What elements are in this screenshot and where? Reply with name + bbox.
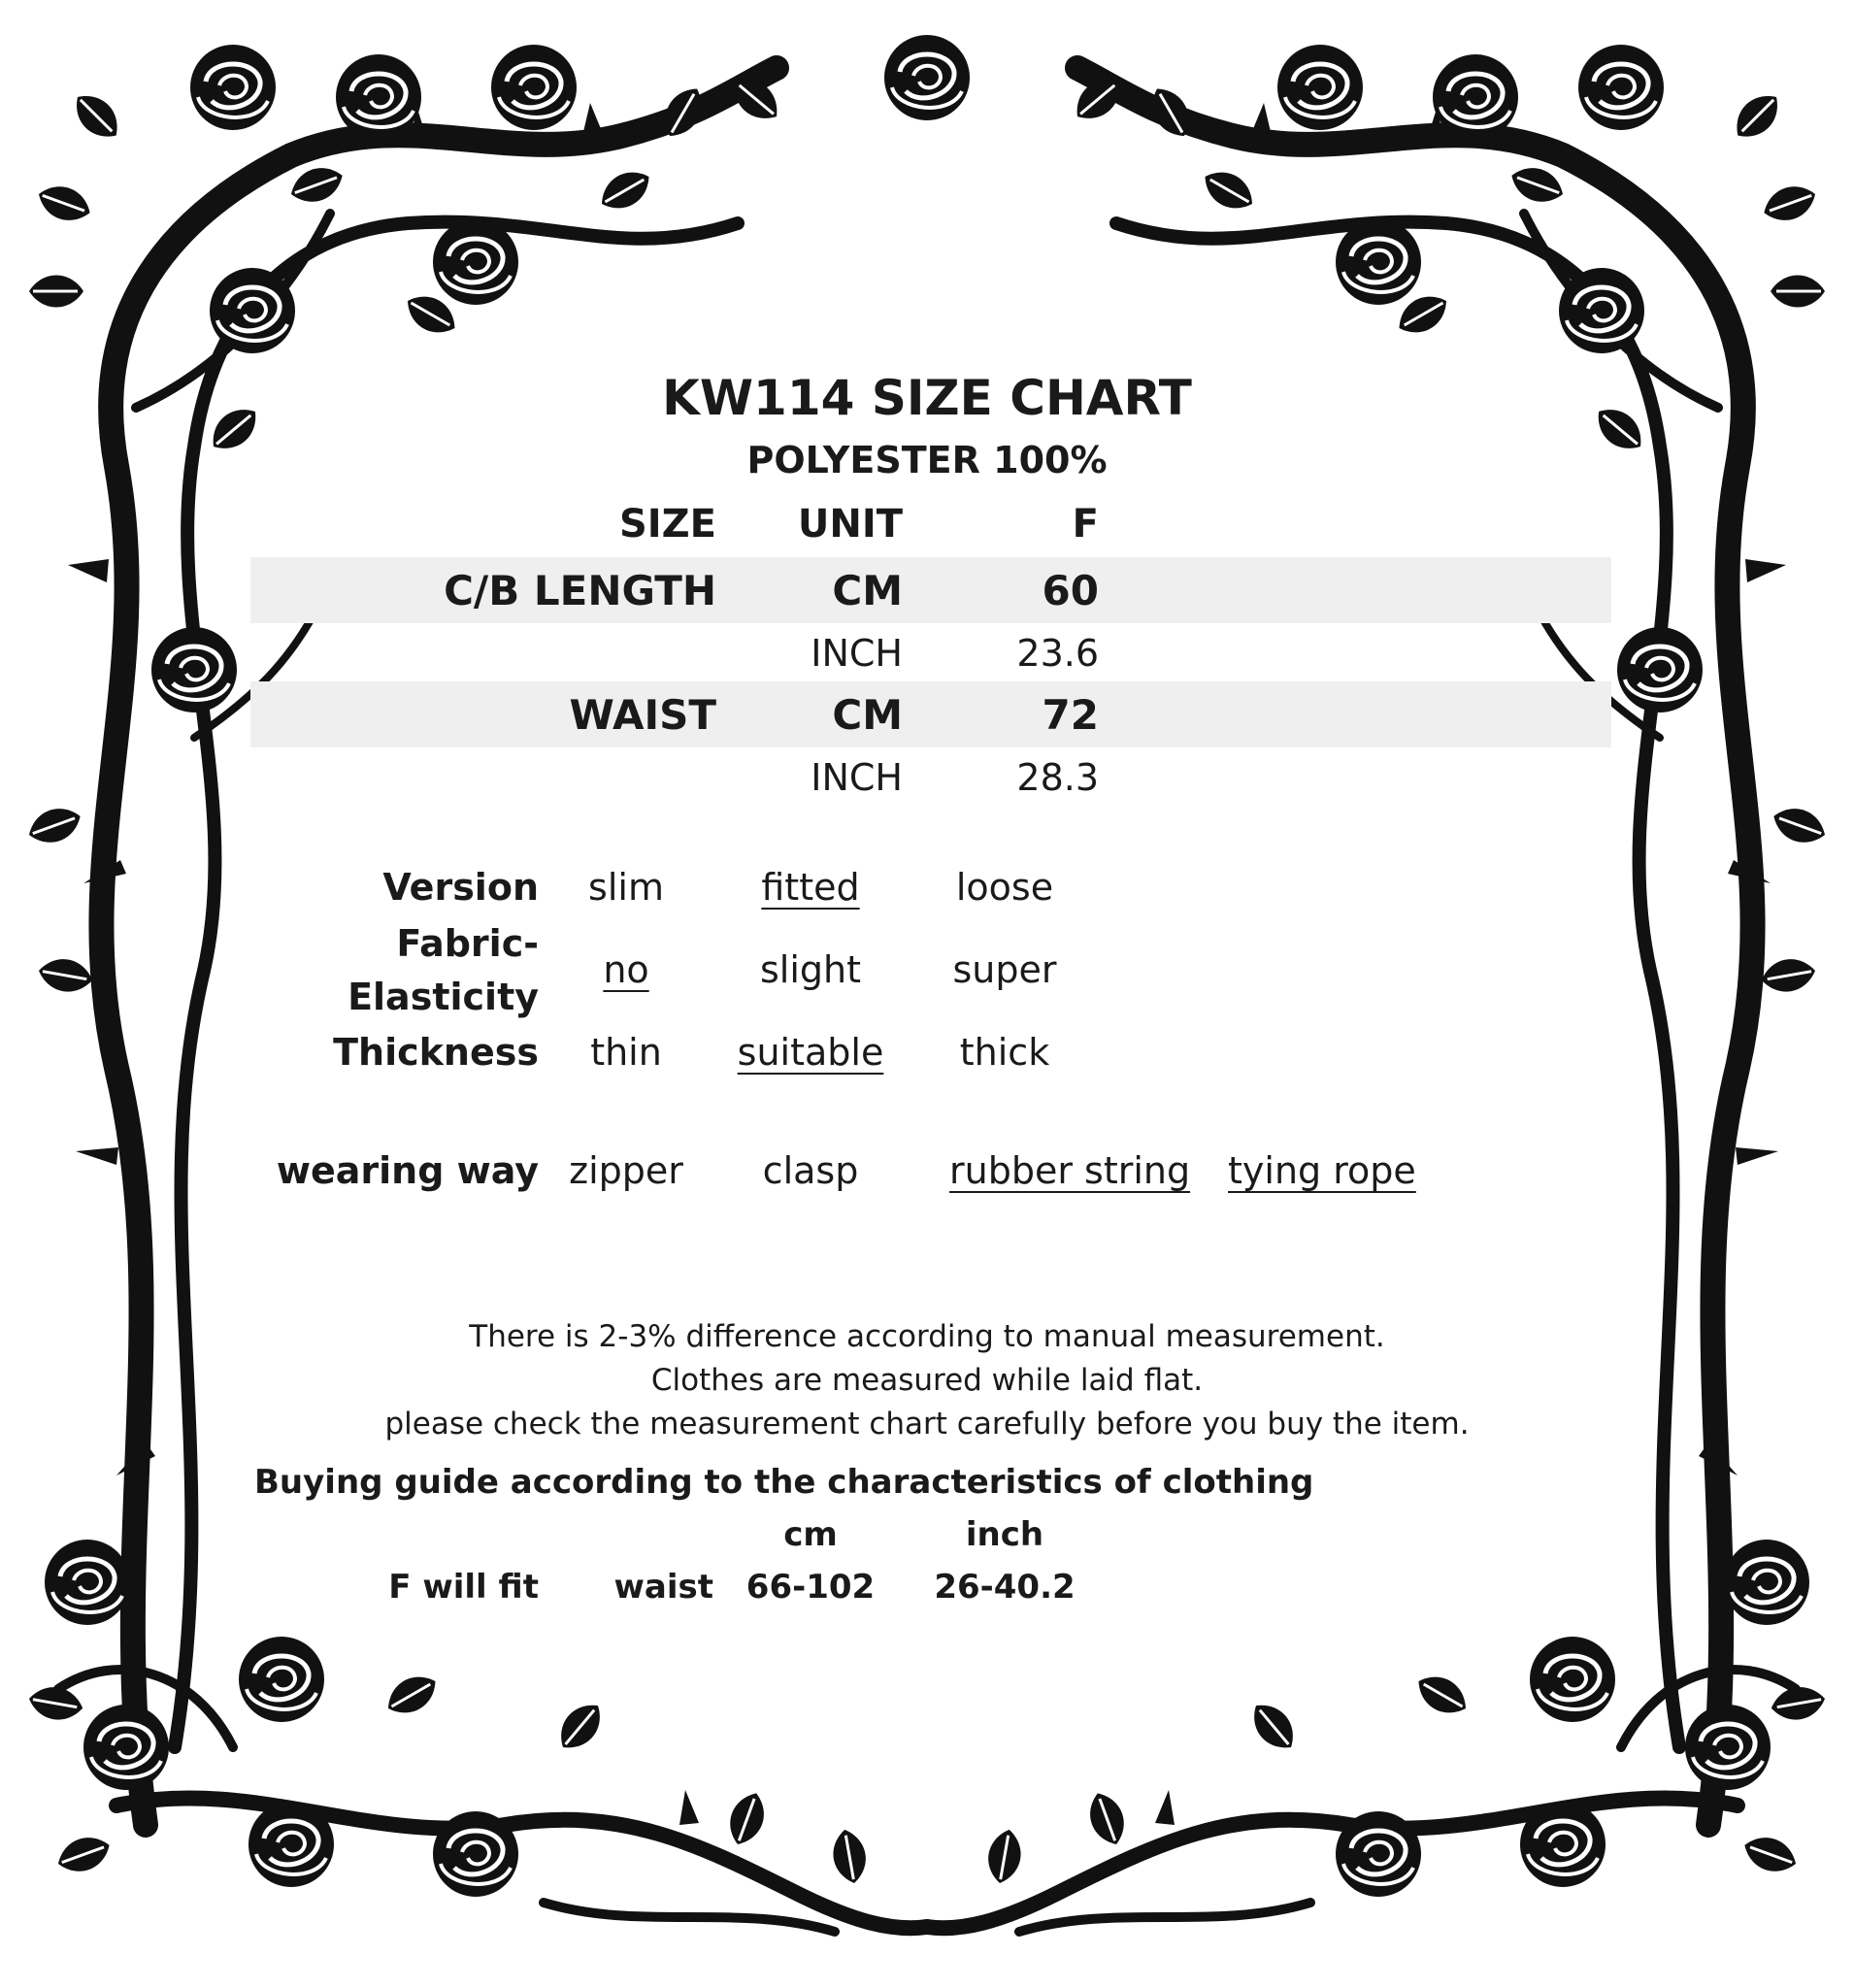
table-header-f: F	[1072, 502, 1099, 547]
buying-guide-size: F will fit	[388, 1568, 539, 1607]
version-option-fitted: fitted	[761, 866, 860, 909]
wearing-way-label: wearing way	[276, 1149, 539, 1192]
buying-guide-heading: Buying guide according to the characteristics of clothing	[254, 1463, 1314, 1502]
elasticity-option-super: super	[952, 948, 1057, 991]
wearing-way-option-clasp: clasp	[762, 1149, 859, 1192]
buying-guide-cm-range: 66-102	[745, 1568, 876, 1607]
wearing-way-option-zipper: zipper	[569, 1149, 683, 1192]
value-inch: 23.6	[1016, 632, 1099, 675]
unit-cm: CM	[832, 567, 903, 614]
elasticity-label-line1: Fabric-	[396, 922, 539, 965]
note-line: please check the measurement chart carefully before you buy the item.	[384, 1407, 1470, 1441]
wearing-way-option-tying-rope: tying rope	[1228, 1149, 1416, 1192]
thickness-option-thin: thin	[590, 1031, 662, 1074]
material-label: POLYESTER 100%	[746, 439, 1108, 481]
elasticity-label-line2: Elasticity	[348, 976, 539, 1018]
note-line: There is 2-3% difference according to manual measurement.	[469, 1319, 1385, 1354]
measure-label: C/B LENGTH	[444, 567, 716, 614]
thickness-option-suitable: suitable	[737, 1031, 884, 1074]
version-label: Version	[382, 866, 539, 909]
elasticity-option-no: no	[603, 948, 649, 991]
table-header-unit: UNIT	[797, 502, 903, 547]
unit-inch: INCH	[811, 756, 903, 799]
unit-inch: INCH	[811, 632, 903, 675]
thickness-option-thick: thick	[959, 1031, 1050, 1074]
elasticity-option-slight: slight	[759, 948, 862, 991]
buying-guide-col-cm: cm	[783, 1515, 838, 1554]
value-cm: 60	[1042, 567, 1099, 614]
page-title: KW114 SIZE CHART	[662, 370, 1192, 426]
buying-guide-measure: waist	[613, 1568, 713, 1607]
measure-label: WAIST	[569, 691, 716, 739]
version-option-slim: slim	[588, 866, 664, 909]
thickness-label: Thickness	[333, 1031, 539, 1074]
value-inch: 28.3	[1016, 756, 1099, 799]
wearing-way-option-rubber-string: rubber string	[949, 1149, 1191, 1192]
table-header-size: SIZE	[618, 502, 716, 547]
note-line: Clothes are measured while laid flat.	[650, 1363, 1204, 1398]
buying-guide-inch-range: 26-40.2	[934, 1568, 1076, 1607]
unit-cm: CM	[832, 691, 903, 739]
buying-guide-col-inch: inch	[965, 1515, 1044, 1554]
version-option-loose: loose	[955, 866, 1054, 909]
value-cm: 72	[1042, 691, 1099, 739]
